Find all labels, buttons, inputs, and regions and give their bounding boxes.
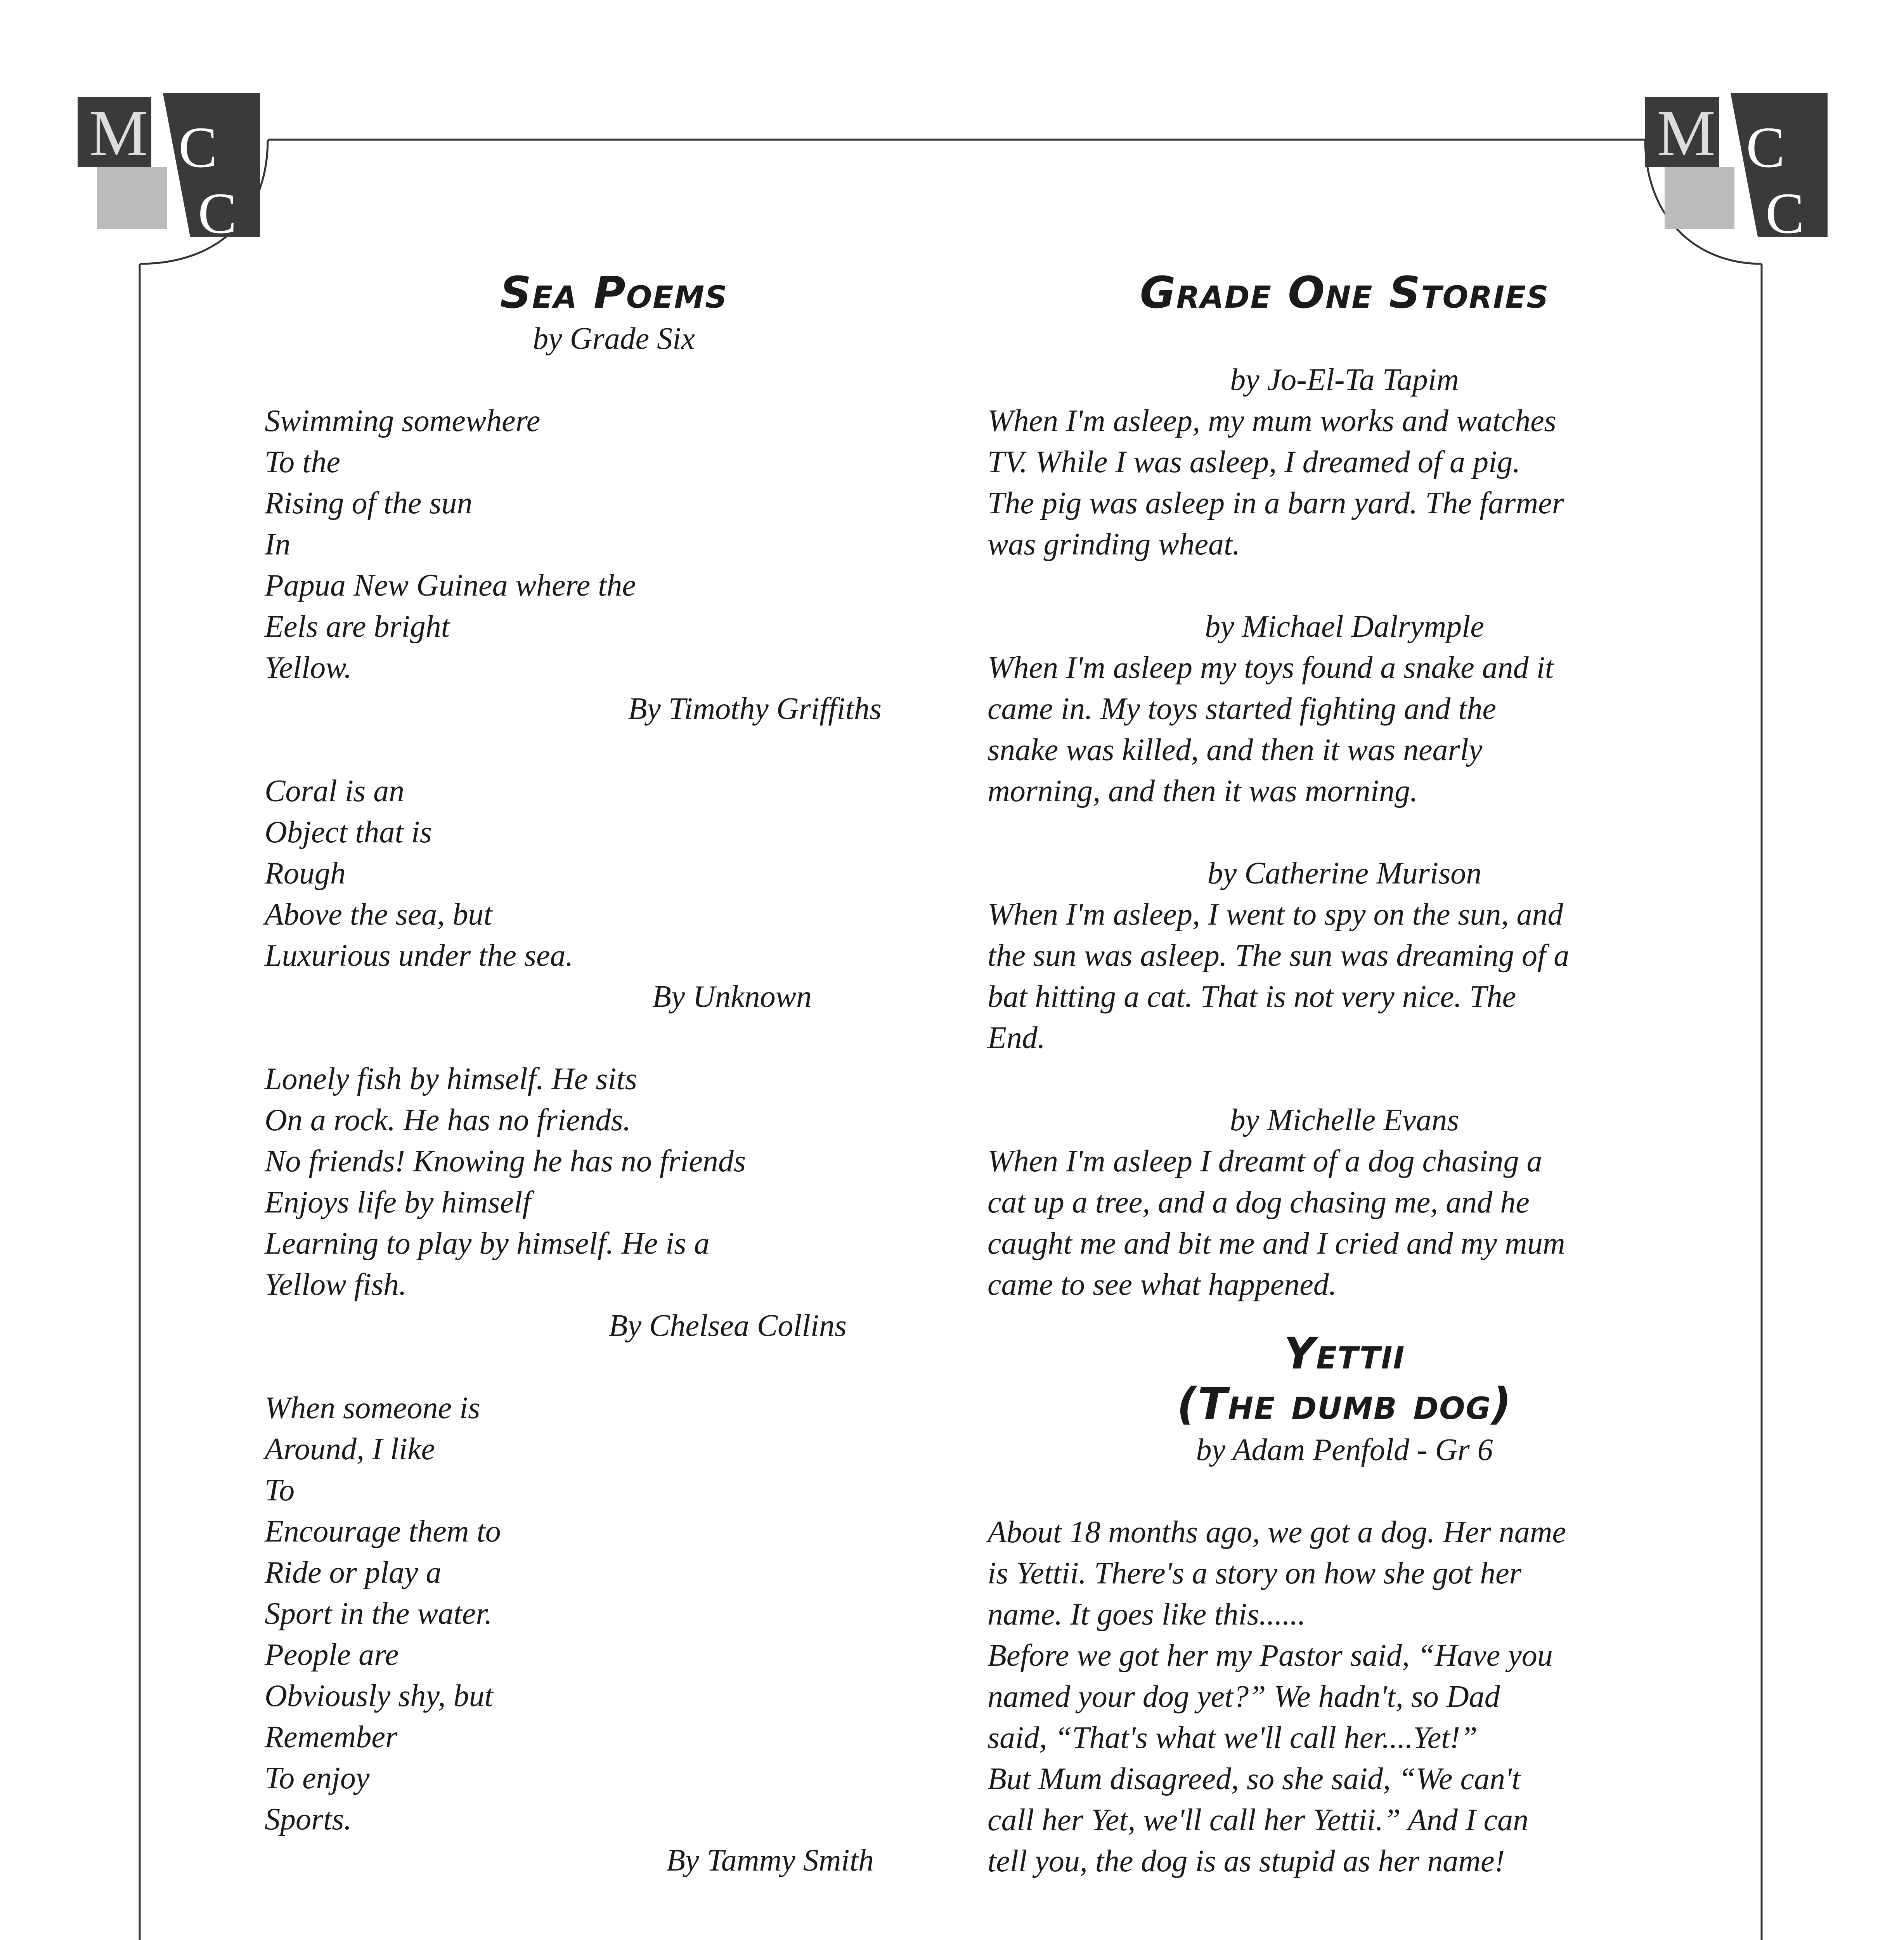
- poem-line: Luxurious under the sea.: [265, 939, 573, 973]
- poem-line: To the: [265, 445, 340, 479]
- svg-text:M: M: [89, 97, 148, 170]
- story-line: When I'm asleep, I went to spy on the sun, and: [988, 897, 1563, 932]
- grade-one-stories-column: [988, 268, 1701, 1882]
- poem-line: On a rock. He has no friends.: [265, 1103, 631, 1137]
- story-line: cat up a tree, and a dog chasing me, and he: [988, 1185, 1530, 1219]
- story-line: name. It goes like this......: [988, 1597, 1306, 1632]
- story-line: call her Yet, we'll call her Yettii.” And I can: [988, 1803, 1529, 1837]
- poem-line: Remember: [265, 1720, 398, 1754]
- story-line: tell you, the dog is as stupid as her name!: [988, 1844, 1505, 1878]
- sea-poems-byline: by Grade Six: [533, 322, 695, 356]
- yettii-subtitle: (The dumb dog): [1177, 1379, 1512, 1429]
- poem-line: To enjoy: [265, 1761, 370, 1795]
- yettii-title: Yettii: [1284, 1329, 1405, 1379]
- poem: [265, 1058, 963, 1346]
- story: [988, 606, 1701, 812]
- poem-line: No friends! Knowing he has no friends: [265, 1144, 746, 1178]
- poem-line: Swimming somewhere: [265, 404, 541, 438]
- story-line: The pig was asleep in a barn yard. The farmer: [988, 486, 1564, 520]
- poem-line: Rough: [265, 856, 346, 890]
- story-line: About 18 months ago, we got a dog. Her name: [988, 1515, 1566, 1549]
- story-line: TV. While I was asleep, I dreamed of a pig.: [988, 445, 1521, 479]
- poem-author: By Tammy Smith: [666, 1843, 874, 1878]
- story-line: End.: [988, 1021, 1045, 1055]
- story-byline: by Michelle Evans: [1230, 1103, 1459, 1137]
- story-line: morning, and then it was morning.: [988, 774, 1418, 808]
- story-line: said, “That's what we'll call her....Yet!”: [988, 1721, 1478, 1755]
- story-line: When I'm asleep I dreamt of a dog chasing a: [988, 1144, 1542, 1178]
- story-line: snake was killed, and then it was nearly: [988, 733, 1483, 767]
- poem-line: Sports.: [265, 1802, 352, 1836]
- mcc-logo: [1641, 89, 1835, 252]
- poem-line: Above the sea, but: [265, 897, 492, 932]
- yettii-byline: by Adam Penfold - Gr 6: [1196, 1433, 1493, 1467]
- story: [988, 1100, 1701, 1305]
- story-line: When I'm asleep, my mum works and watches: [988, 404, 1556, 438]
- yettii-story: [988, 1329, 1701, 1882]
- poem-author: By Chelsea Collins: [608, 1309, 847, 1343]
- poem-line: Around, I like: [265, 1432, 435, 1466]
- story: [988, 359, 1701, 565]
- poem: [265, 400, 963, 729]
- mcc-logo: [74, 89, 268, 252]
- poem-line: Lonely fish by himself. He sits: [265, 1062, 637, 1096]
- story-line: Before we got her my Pastor said, “Have you: [988, 1639, 1553, 1673]
- sea-poems-title: Sea Poems: [500, 268, 728, 318]
- poem: [265, 1387, 963, 1881]
- poem-line: Object that is: [265, 815, 432, 849]
- story-line: named your dog yet?” We hadn't, so Dad: [988, 1680, 1500, 1714]
- poem-line: Rising of the sun: [265, 486, 473, 520]
- story-byline: by Michael Dalrymple: [1205, 610, 1484, 644]
- story-line: When I'm asleep my toys found a snake and it: [988, 651, 1554, 685]
- poem-line: Ride or play a: [265, 1555, 442, 1590]
- story-line: is Yettii. There's a story on how she got her: [988, 1556, 1521, 1590]
- sea-poems-column: [265, 268, 963, 1940]
- story-line: was grinding wheat.: [988, 527, 1240, 561]
- grade-one-stories-title: Grade One Stories: [1140, 268, 1549, 318]
- story-line: came to see what happened.: [988, 1268, 1337, 1302]
- story-byline: by Catherine Murison: [1207, 856, 1482, 890]
- poem-line: Learning to play by himself. He is a: [265, 1226, 710, 1261]
- story-line: the sun was asleep. The sun was dreaming of a: [988, 939, 1570, 973]
- poem-line: Eels are bright: [265, 610, 450, 644]
- svg-text:C: C: [198, 181, 237, 246]
- poem-line: Enjoys life by himself: [265, 1185, 531, 1219]
- poem-line: To: [265, 1473, 295, 1507]
- poem: [265, 771, 963, 1017]
- poem-line: Sport in the water.: [265, 1597, 492, 1631]
- story-byline: by Jo-El-Ta Tapim: [1230, 363, 1459, 397]
- poem-author: By Timothy Griffiths: [628, 692, 882, 726]
- svg-text:M: M: [1657, 97, 1716, 170]
- story: [988, 853, 1701, 1058]
- poem-line: Yellow fish.: [265, 1268, 407, 1302]
- story-line: But Mum disagreed, so she said, “We can't: [988, 1762, 1521, 1796]
- poem-line: Coral is an: [265, 774, 405, 808]
- poem-line: Obviously shy, but: [265, 1679, 493, 1713]
- poem-line: Yellow.: [265, 651, 352, 685]
- story-line: bat hitting a cat. That is not very nice. The: [988, 980, 1516, 1014]
- poem-line: Encourage them to: [265, 1514, 501, 1549]
- poem-author: By Unknown: [652, 980, 812, 1014]
- svg-text:C: C: [1765, 181, 1805, 246]
- svg-text:C: C: [178, 115, 218, 180]
- story-line: caught me and bit me and I cried and my mum: [988, 1226, 1565, 1261]
- svg-text:C: C: [1746, 115, 1785, 180]
- poem-line: When someone is: [265, 1391, 480, 1425]
- poem-line: Papua New Guinea where the: [265, 568, 636, 603]
- story-line: came in. My toys started fighting and the: [988, 692, 1496, 726]
- poem-line: People are: [265, 1638, 399, 1672]
- poem-line: In: [265, 527, 291, 561]
